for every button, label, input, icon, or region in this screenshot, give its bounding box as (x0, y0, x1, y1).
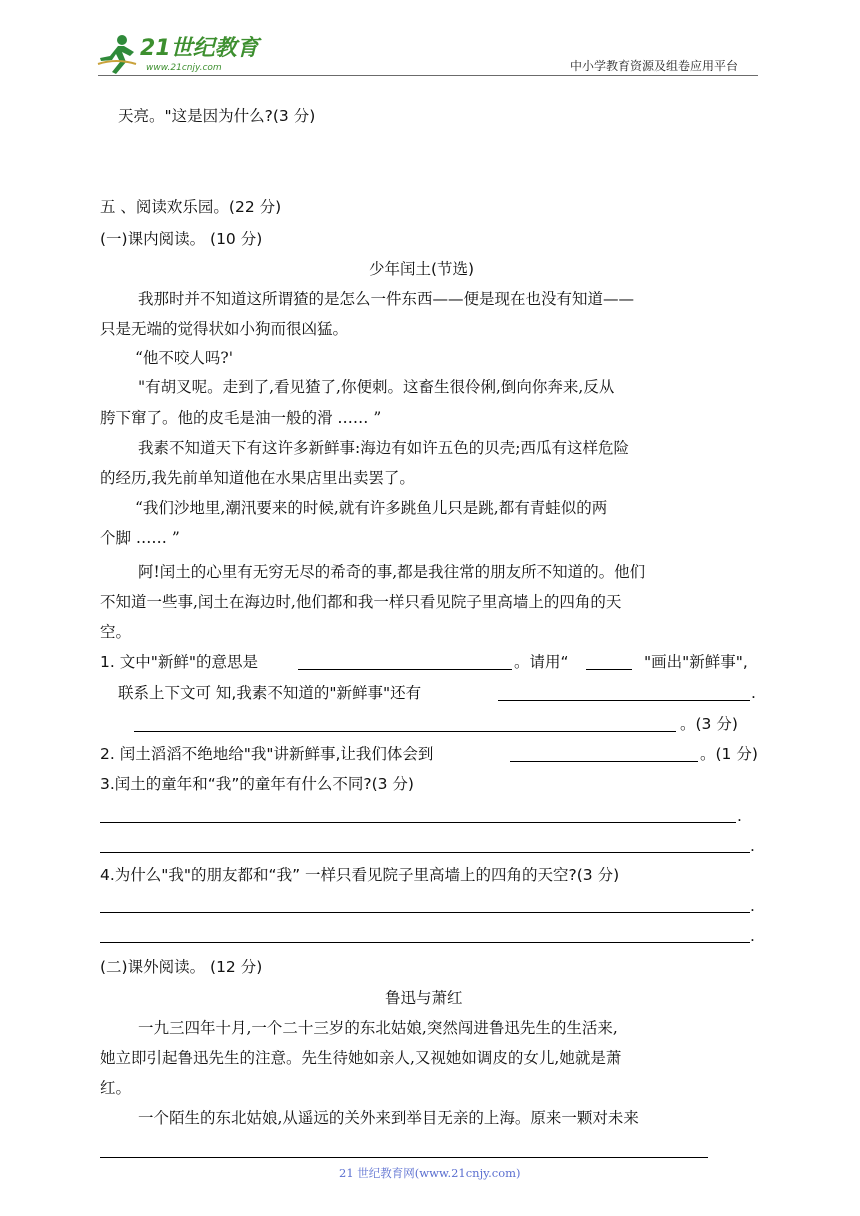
q1-blank-mark[interactable] (586, 669, 632, 670)
passage-line: "有胡叉呢。走到了,看见猹了,你便刺。这畜生很伶俐,倒向你奔来,反从 (138, 378, 615, 396)
header-logo (96, 34, 259, 76)
passage-line: 的经历,我先前单知道他在水果店里出卖罢了。 (100, 469, 415, 487)
q1-part-d: 联系上下文可 知,我素不知道的"新鲜事"还有 (118, 684, 422, 702)
passage-line: 我素不知道天下有这许多新鲜事:海边有如许五色的贝壳;西瓜有这样危险 (138, 439, 629, 457)
passage-line: “他不咬人吗?' (135, 349, 233, 367)
logo-text: 21世纪教育 (140, 36, 259, 61)
q4-line-dot: . (750, 927, 755, 945)
footer-rule (100, 1157, 708, 1158)
platform-name: 中小学教育资源及组卷应用平台 (570, 59, 739, 73)
q4-line-dot: . (750, 897, 755, 915)
passage-line: 胯下窜了。他的皮毛是油一般的滑 …… ” (100, 409, 382, 427)
passage-line: 我那时并不知道这所谓猹的是怎么一件东西——便是现在也没有知道—— (138, 290, 635, 308)
part2-heading: (二)课外阅读。 (12 分) (100, 958, 263, 976)
q3-line-dot: . (750, 837, 755, 855)
part1-heading: (一)课内阅读。 (10 分) (100, 230, 263, 248)
passage-line: 一九三四年十月,一个二十三岁的东北姑娘,突然闯进鲁迅先生的生活来, (138, 1019, 618, 1037)
prev-question-tail: 天亮。"这是因为什么?(3 分) (118, 107, 316, 125)
runner-logo-icon (96, 34, 138, 74)
q1-answer-line-2[interactable] (134, 731, 676, 732)
q1-blank-meaning[interactable] (298, 669, 512, 670)
passage-line: 不知道一些事,闰土在海边时,他们都和我一样只看见院子里高墙上的四角的天 (100, 593, 622, 611)
passage2-title: 鲁迅与萧红 (385, 989, 463, 1007)
q2-answer-blank[interactable] (510, 761, 698, 762)
q3-line-dot: . (737, 807, 742, 825)
q2-part-b: 。(1 分) (700, 745, 758, 763)
q3-answer-line-2[interactable] (100, 852, 750, 853)
passage-line: 红。 (100, 1079, 132, 1097)
passage-line: 只是无端的觉得状如小狗而很凶猛。 (100, 320, 349, 338)
logo-url: www.21cnjy.com (146, 63, 222, 73)
header-rule (98, 75, 758, 76)
q3-text: 3.闰土的童年和“我”的童年有什么不同?(3 分) (100, 775, 414, 793)
q1-part-b: 。请用“ (514, 653, 569, 671)
q4-answer-line-1[interactable] (100, 912, 750, 913)
passage-line: 空。 (100, 623, 132, 641)
q1-part-c: "画出"新鲜事", (644, 653, 748, 671)
q1-part-a: 1. 文中"新鲜"的意思是 (100, 653, 258, 671)
passage-line: 一个陌生的东北姑娘,从遥远的关外来到举目无亲的上海。原来一颗对未来 (138, 1109, 639, 1127)
passage-line: 个脚 …… ” (100, 529, 180, 547)
section-title: 五 、阅读欢乐园。(22 分) (100, 198, 282, 216)
q1-line-dot: . (751, 684, 756, 702)
q1-part-e: 。(3 分) (680, 715, 738, 733)
passage1-title: 少年闰土(节选) (369, 260, 475, 278)
q1-answer-line-1[interactable] (498, 700, 750, 701)
q2-part-a: 2. 闰土滔滔不绝地给"我"讲新鲜事,让我们体会到 (100, 745, 434, 763)
q3-answer-line-1[interactable] (100, 822, 736, 823)
passage-line: 她立即引起鲁迅先生的注意。先生待她如亲人,又视她如调皮的女儿,她就是萧 (100, 1049, 622, 1067)
q4-text: 4.为什么"我"的朋友都和“我” 一样只看见院子里高墙上的四角的天空?(3 分) (100, 866, 620, 884)
passage-line: 阿!闰土的心里有无穷无尽的希奇的事,都是我往常的朋友所不知道的。他们 (138, 563, 646, 581)
footer-source: 21 世纪教育网(www.21cnjy.com) (339, 1166, 521, 1180)
q4-answer-line-2[interactable] (100, 942, 750, 943)
passage-line: “我们沙地里,潮汛要来的时候,就有许多跳鱼儿只是跳,都有青蛙似的两 (135, 499, 608, 517)
